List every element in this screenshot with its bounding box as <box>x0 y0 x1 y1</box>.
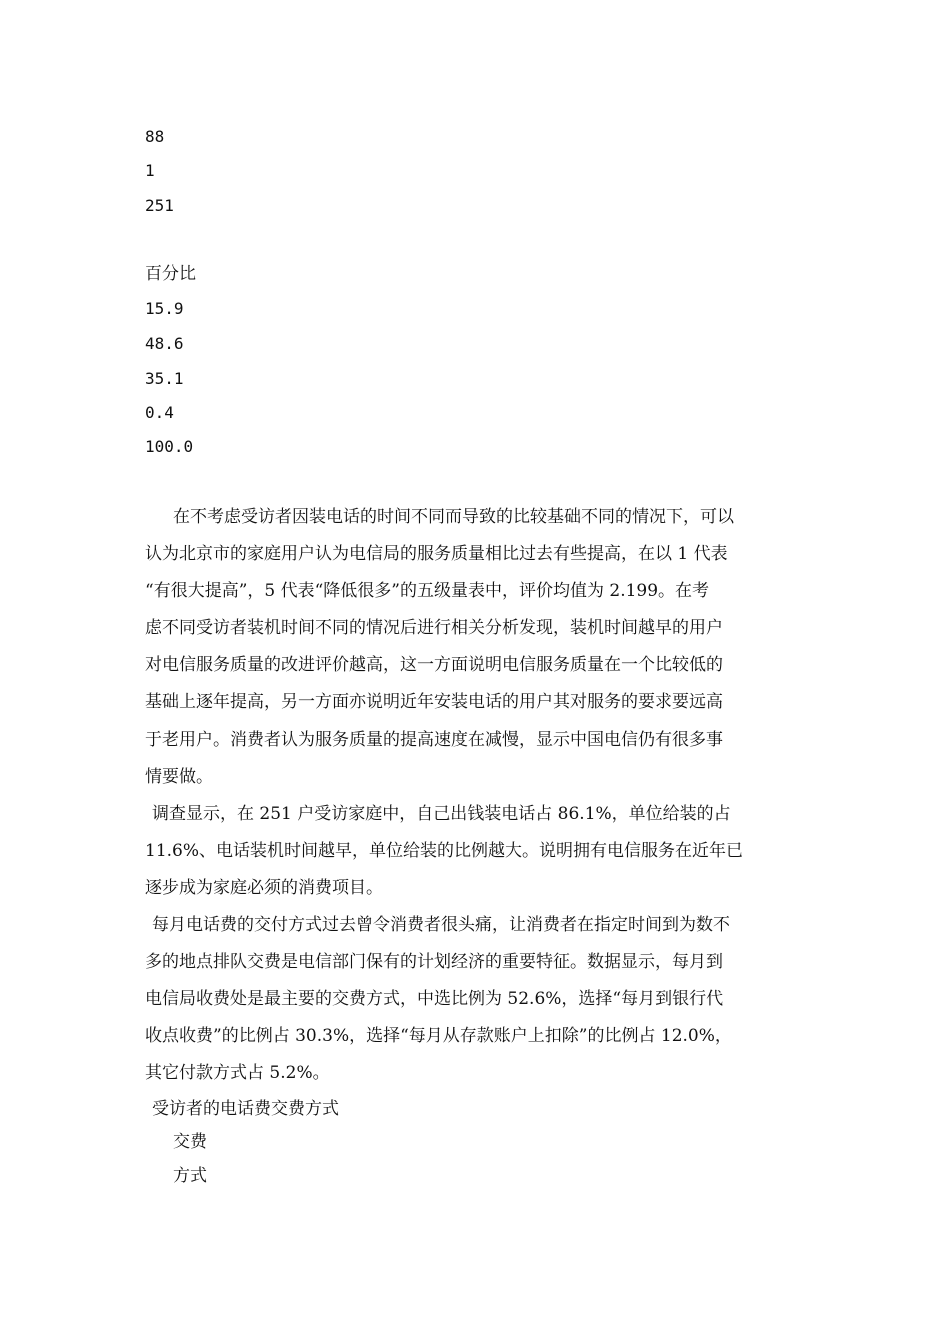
paragraph3-line: 多的地点排队交费是电信部门保有的计划经济的重要特征。数据显示，每月到 <box>145 952 723 972</box>
paragraph1-line: 情要做。 <box>145 767 213 787</box>
paragraph1-line: 基础上逐年提高，另一方面亦说明近年安装电话的用户其对服务的要求要远高 <box>145 692 723 712</box>
percent-value-2: 48.6 <box>145 334 184 353</box>
paragraph2-line: 11.6%、电话装机时间越早，单位给装的比例越大。说明拥有电信服务在近年已 <box>145 841 744 861</box>
percent-header: 百分比 <box>145 264 196 284</box>
paragraph1-line: 对电信服务质量的改进评价越高，这一方面说明电信服务质量在一个比较低的 <box>145 655 723 675</box>
percent-total: 100.0 <box>145 437 194 456</box>
percent-value-3: 35.1 <box>145 369 184 388</box>
table-caption: 受访者的电话费交费方式 <box>152 1099 339 1119</box>
paragraph1-line: “有很大提高”，5 代表“降低很多”的五级量表中，评价均值为 2.199。在考 <box>145 581 710 601</box>
count-value-1: 88 <box>145 127 165 146</box>
paragraph1-line: 虑不同受访者装机时间不同的情况后进行相关分析发现，装机时间越早的用户 <box>145 618 723 638</box>
paragraph3-line: 其它付款方式占 5.2%。 <box>145 1063 330 1083</box>
percent-value-4: 0.4 <box>145 403 174 422</box>
paragraph3-line: 收点收费”的比例占 30.3%，选择“每月从存款账户上扣除”的比例占 12.0%， <box>145 1026 732 1046</box>
paragraph1-line: 在不考虑受访者因装电话的时间不同而导致的比较基础不同的情况下，可以 <box>173 507 734 527</box>
paragraph1-line: 认为北京市的家庭用户认为电信局的服务质量相比过去有些提高，在以 1 代表 <box>145 544 728 564</box>
table-header-line1: 交费 <box>173 1132 207 1152</box>
paragraph3-line: 电信局收费处是最主要的交费方式，中选比例为 52.6%，选择“每月到银行代 <box>145 989 724 1009</box>
percent-value-1: 15.9 <box>145 299 184 318</box>
paragraph2-line: 调查显示，在 251 户受访家庭中，自己出钱装电话占 86.1%，单位给装的占 <box>152 804 731 824</box>
count-value-2: 1 <box>145 161 155 180</box>
table-header-line2: 方式 <box>173 1166 207 1186</box>
paragraph3-line: 每月电话费的交付方式过去曾令消费者很头痛，让消费者在指定时间到为数不 <box>152 915 730 935</box>
count-total: 251 <box>145 196 174 215</box>
paragraph2-line: 逐步成为家庭必须的消费项目。 <box>145 878 383 898</box>
paragraph1-line: 于老用户。消费者认为服务质量的提高速度在减慢，显示中国电信仍有很多事 <box>145 730 723 750</box>
